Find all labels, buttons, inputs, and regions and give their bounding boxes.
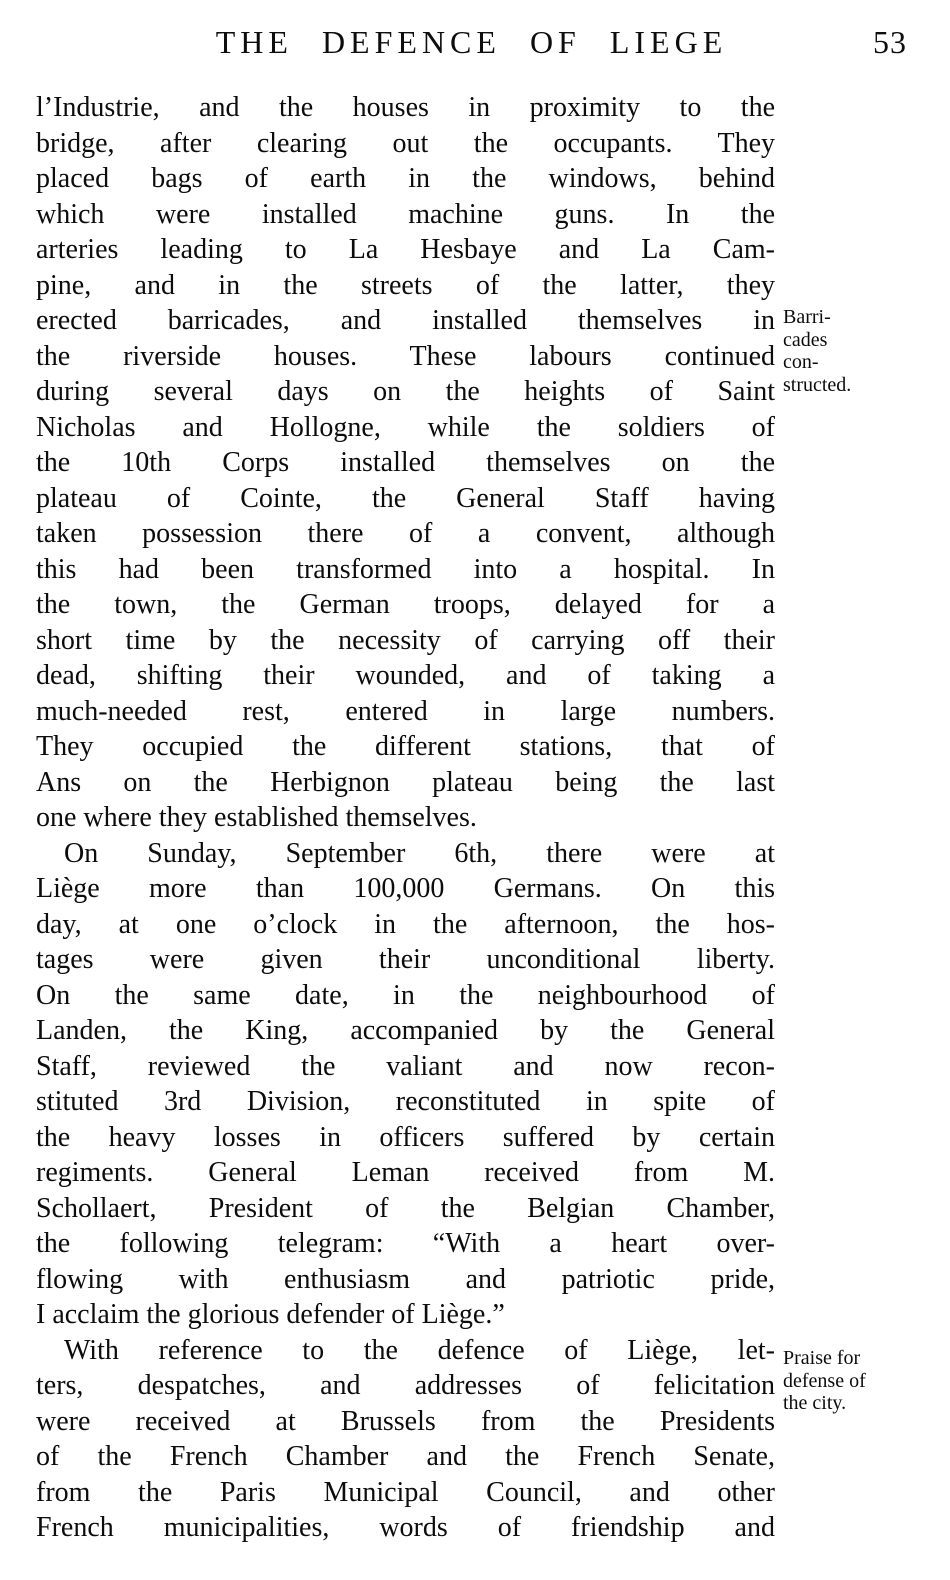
text-line: Schollaert, President of the Belgian Chamber,: [36, 1192, 775, 1224]
body-text: [36, 90, 775, 1546]
text-line: Liège more than 100,000 Germans. On this: [36, 873, 775, 904]
text-line: short time by the necessity of carrying off their: [36, 624, 775, 656]
page-header: [36, 24, 907, 68]
text-line: On the same date, in the neighbourhood of: [36, 979, 775, 1011]
text-line: French municipalities, words of friendship and: [36, 1512, 775, 1543]
margin-note-line: the city.: [783, 1392, 847, 1414]
text-line: the following telegram: “With a heart over-: [36, 1228, 775, 1259]
text-line: bridge, after clearing out the occupants. They: [36, 127, 775, 159]
text-line: from the Paris Municipal Council, and other: [36, 1476, 775, 1508]
text-line: With reference to the defence of Liège, let-: [64, 1334, 775, 1366]
text-line: of the French Chamber and the French Senate,: [36, 1441, 775, 1472]
text-line: during several days on the heights of Saint: [36, 376, 775, 407]
text-line: I acclaim the glorious defender of Liège.”: [36, 1299, 505, 1330]
text-line: the town, the German troops, delayed for a: [36, 589, 775, 620]
text-line: stituted 3rd Division, reconstituted in spite of: [36, 1086, 775, 1117]
text-line: this had been transformed into a hospital. In: [36, 553, 775, 585]
margin-note-line: defense of: [783, 1369, 866, 1392]
margin-note-line: cades: [783, 328, 828, 351]
text-line: placed bags of earth in the windows, behind: [36, 163, 775, 194]
text-line: flowing with enthusiasm and patriotic pride,: [36, 1263, 775, 1295]
text-line: On Sunday, September 6th, there were at: [64, 837, 775, 869]
paragraph: [36, 836, 775, 1333]
text-line: They occupied the different stations, that of: [36, 731, 775, 762]
margin-note-line: Barri-: [783, 306, 831, 328]
text-line: Nicholas and Hollogne, while the soldiers of: [36, 411, 775, 443]
text-line: plateau of Cointe, the General Staff having: [36, 482, 775, 514]
text-line: the riverside houses. These labours continued: [36, 340, 775, 372]
margin-note-line: Praise for: [783, 1347, 861, 1369]
text-line: the heavy losses in officers suffered by certain: [36, 1121, 775, 1153]
text-line: much-needed rest, entered in large numbers.: [36, 695, 775, 727]
text-line: l’Industrie, and the houses in proximity to the: [36, 92, 775, 123]
text-line: taken possession there of a convent, although: [36, 518, 775, 549]
text-line: ters, despatches, and addresses of felicitation: [36, 1370, 775, 1401]
margin-note-barricades: [783, 306, 923, 396]
text-line: erected barricades, and installed themselves in: [36, 305, 775, 336]
text-line: tages were given their unconditional liberty.: [36, 944, 775, 975]
text-line: Landen, the King, accompanied by the General: [36, 1015, 775, 1046]
paragraph: [36, 1333, 775, 1546]
running-title: THE DEFENCE OF LIEGE: [215, 24, 728, 60]
text-line: regiments. General Leman received from M.: [36, 1157, 775, 1188]
text-line: day, at one o’clock in the afternoon, the hos-: [36, 908, 775, 940]
text-line: the 10th Corps installed themselves on the: [36, 447, 775, 478]
text-line: dead, shifting their wounded, and of taking a: [36, 660, 775, 691]
text-line: Ans on the Herbignon plateau being the last: [36, 766, 775, 798]
margin-note-line: structed.: [783, 373, 852, 396]
page-number: 53: [873, 24, 907, 60]
text-line: Staff, reviewed the valiant and now recon-: [36, 1050, 775, 1082]
paragraph: [36, 90, 775, 836]
text-line: which were installed machine guns. In the: [36, 198, 775, 230]
text-line: pine, and in the streets of the latter, they: [36, 269, 775, 301]
text-line: one where they established themselves.: [36, 802, 477, 833]
text-line: arteries leading to La Hesbaye and La Cam-: [36, 234, 775, 265]
margin-note-praise: [783, 1347, 923, 1415]
margin-note-line: con-: [783, 351, 819, 373]
text-line: were received at Brussels from the Presidents: [36, 1405, 775, 1437]
